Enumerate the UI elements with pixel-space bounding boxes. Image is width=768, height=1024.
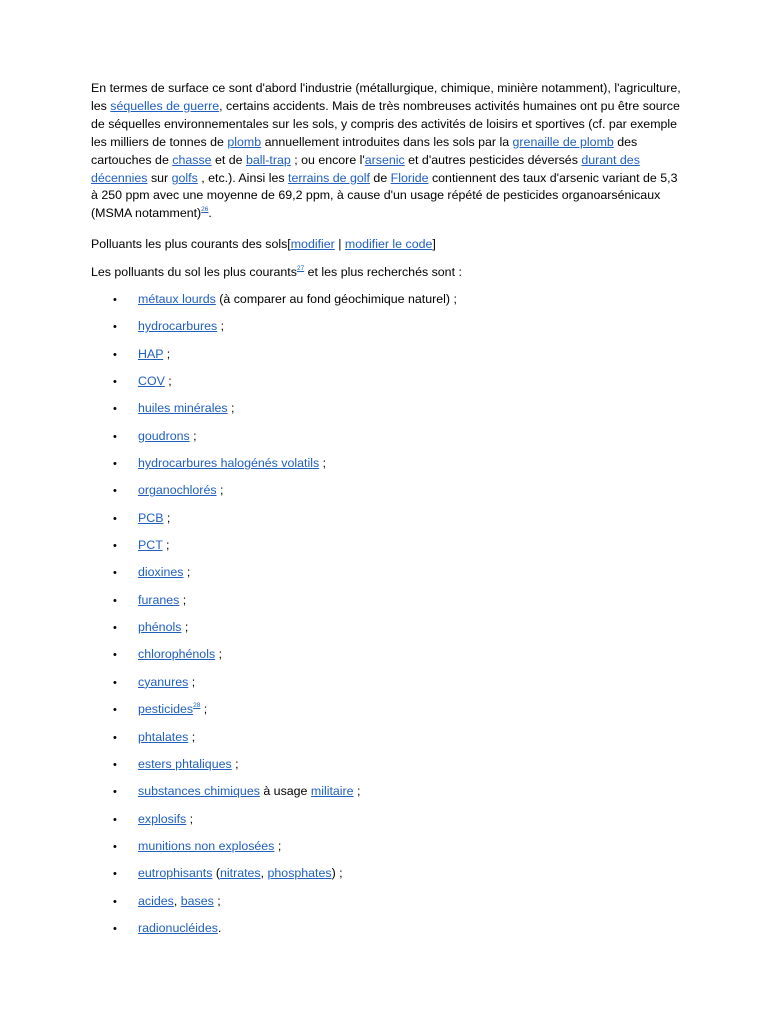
bullet-icon: • xyxy=(113,594,117,607)
text-run: et de xyxy=(211,152,246,167)
list-intro xyxy=(91,264,462,281)
link-acides[interactable]: acides xyxy=(138,893,174,908)
bullet-icon: • xyxy=(113,786,117,799)
bullet-icon: • xyxy=(113,676,117,689)
list-item xyxy=(91,919,457,946)
bullet-icon: • xyxy=(113,294,117,306)
citation-ref[interactable]: 28 xyxy=(193,702,201,710)
list-item xyxy=(91,563,457,590)
text-run: , xyxy=(260,866,268,881)
text-run: ; xyxy=(217,319,225,334)
text-run: Les polluants du sol les plus courants xyxy=(91,265,297,279)
text-run: et les plus recherchés sont : xyxy=(304,265,462,279)
text-run: de xyxy=(369,170,391,185)
list-item xyxy=(91,755,457,782)
text-run: et d'autres pesticides déversés xyxy=(404,152,582,167)
link-plomb[interactable]: plomb xyxy=(227,134,262,149)
link-explosifs[interactable]: explosifs xyxy=(138,811,187,826)
link-pct[interactable]: PCT xyxy=(138,538,163,553)
text-run: , xyxy=(173,893,181,908)
link-goudrons[interactable]: goudrons xyxy=(138,428,190,443)
text-run: | xyxy=(334,237,345,251)
link-phenols[interactable]: phénols xyxy=(138,620,182,635)
link-metaux-lourds[interactable]: métaux lourds xyxy=(138,292,216,306)
text-run: ; xyxy=(353,784,361,799)
link-nitrates[interactable]: nitrates xyxy=(219,866,261,881)
list-item xyxy=(91,618,457,645)
bullet-icon: • xyxy=(113,348,117,361)
bullet-icon: • xyxy=(113,403,117,416)
link-organochlores[interactable]: organochlorés xyxy=(138,483,217,498)
text-run: ; xyxy=(179,592,187,607)
list-item xyxy=(91,372,457,399)
bullet-icon: • xyxy=(113,376,117,389)
text-run: . xyxy=(217,920,222,935)
text-run: En termes de surface ce sont d'abord l'industrie (métallurgique, chimique, minière notamment), l'agriculture, les xyxy=(91,81,681,113)
text-run: ; xyxy=(183,565,191,580)
link-dioxines[interactable]: dioxines xyxy=(138,565,184,580)
bullet-icon: • xyxy=(113,922,117,935)
text-run: ; xyxy=(188,674,196,689)
list-item xyxy=(91,782,457,809)
list-item xyxy=(91,509,457,536)
link-chasse[interactable]: chasse xyxy=(172,152,212,167)
text-run: ; xyxy=(200,702,208,717)
text-run: ; xyxy=(215,647,223,662)
link-hydrocarbures[interactable]: hydrocarbures xyxy=(138,319,218,334)
link-cyanures[interactable]: cyanures xyxy=(138,674,189,689)
list-item xyxy=(91,700,457,727)
bullet-icon: • xyxy=(113,813,117,826)
pollutants-list xyxy=(91,290,457,946)
bullet-icon: • xyxy=(113,868,117,881)
text-run: ; xyxy=(186,811,194,826)
link-furanes[interactable]: furanes xyxy=(138,592,180,607)
link-grenaille-de-plomb[interactable]: grenaille de plomb xyxy=(512,134,614,149)
text-run: ) ; xyxy=(331,866,343,881)
text-run: ; xyxy=(216,483,224,498)
text-run: ; xyxy=(319,456,327,471)
section-heading xyxy=(91,236,436,253)
list-item xyxy=(91,810,457,837)
list-item xyxy=(91,454,457,481)
link-sequelles-de-guerre[interactable]: séquelles de guerre xyxy=(110,98,220,113)
link-hap[interactable]: HAP xyxy=(138,346,164,361)
link-durant-des-decennies[interactable]: durant des décennies xyxy=(91,152,640,185)
article-body xyxy=(91,80,681,223)
list-item xyxy=(91,536,457,563)
text-run: ; xyxy=(163,510,171,525)
text-run: contiennent des taux d'arsenic variant de 5,3 à 250 ppm avec une moyenne de 69,2 ppm, à cause d'un usage répété de pesticides organoarsénicaux (MSMA notamment) xyxy=(91,170,678,221)
link-phtalates[interactable]: phtalates xyxy=(138,729,189,744)
text-run: ; xyxy=(189,428,197,443)
bullet-icon: • xyxy=(113,512,117,525)
text-run: ] xyxy=(432,237,436,251)
bullet-icon: • xyxy=(113,840,117,853)
list-item xyxy=(91,673,457,700)
text-run: annuellement introduites dans les sols par la xyxy=(261,134,513,149)
list-item xyxy=(91,481,457,508)
list-item xyxy=(91,399,457,426)
link-pcb[interactable]: PCB xyxy=(138,510,164,525)
bullet-icon: • xyxy=(113,321,117,334)
link-terrains-de-golf[interactable]: terrains de golf xyxy=(288,170,370,185)
link-pesticides[interactable]: pesticides xyxy=(138,702,194,717)
bullet-icon: • xyxy=(113,540,117,553)
link-substances-chimiques[interactable]: substances chimiques xyxy=(138,784,260,799)
bullet-icon: • xyxy=(113,622,117,635)
bullet-icon: • xyxy=(113,758,117,771)
text-run: ; xyxy=(274,838,282,853)
text-run: ; xyxy=(213,893,221,908)
citation-ref[interactable]: 26 xyxy=(201,206,209,214)
list-item xyxy=(91,837,457,864)
list-item xyxy=(91,864,457,891)
link-munitions-non-explosees[interactable]: munitions non explosées xyxy=(138,838,275,853)
link-chlorophenols[interactable]: chlorophénols xyxy=(138,647,216,662)
link-bases[interactable]: bases xyxy=(180,893,214,908)
list-item xyxy=(91,427,457,454)
list-item xyxy=(91,317,457,344)
link-esters-phtaliques[interactable]: esters phtaliques xyxy=(138,756,232,771)
text-run: sur xyxy=(147,170,172,185)
text-run: ; xyxy=(163,346,171,361)
text-run: Polluants les plus courants des sols[ xyxy=(91,237,291,251)
bullet-icon: • xyxy=(113,731,117,744)
text-run: ; xyxy=(181,620,189,635)
list-item xyxy=(91,345,457,372)
link-modifier-le-code[interactable]: modifier le code xyxy=(344,237,433,251)
link-phosphates[interactable]: phosphates xyxy=(267,866,332,881)
link-militaire[interactable]: militaire xyxy=(310,784,354,799)
bullet-icon: • xyxy=(113,485,117,498)
text-run: ; xyxy=(164,374,172,389)
text-run: . xyxy=(208,206,212,221)
text-run: (à comparer au fond géochimique naturel) ; xyxy=(215,292,457,306)
text-run: ; xyxy=(231,756,239,771)
list-item xyxy=(91,290,457,317)
link-modifier[interactable]: modifier xyxy=(290,237,335,251)
text-run: , etc.). Ainsi les xyxy=(197,170,289,185)
text-run: ; ou encore l' xyxy=(290,152,365,167)
text-run: ; xyxy=(227,401,235,416)
link-golfs[interactable]: golfs xyxy=(171,170,198,185)
link-cov[interactable]: COV xyxy=(138,374,165,389)
intro-paragraph xyxy=(91,80,681,223)
text-run: des cartouches de xyxy=(91,134,638,167)
link-radionucleides[interactable]: radionucléides xyxy=(138,920,218,935)
link-arsenic[interactable]: arsenic xyxy=(364,152,405,167)
list-item xyxy=(91,892,457,919)
text-run: , certains accidents. Mais de très nombreuses activités humaines ont pu être source de séquelles environnementales sur les sols, y compris des activités de loisirs et sportives (cf. par exemple les milliers de tonnes de xyxy=(91,98,680,149)
citation-ref[interactable]: 27 xyxy=(296,265,305,272)
text-run: à usage xyxy=(259,784,311,799)
link-eutrophisants[interactable]: eutrophisants xyxy=(138,866,213,881)
bullet-icon: • xyxy=(113,567,117,580)
bullet-icon: • xyxy=(113,649,117,662)
text-run: ( xyxy=(212,866,220,881)
text-run: ; xyxy=(162,538,170,553)
bullet-icon: • xyxy=(113,430,117,443)
link-hydrocarbures-halogenes-volatils[interactable]: hydrocarbures halogénés volatils xyxy=(138,456,320,471)
link-ball-trap[interactable]: ball-trap xyxy=(246,152,291,167)
list-item xyxy=(91,645,457,672)
bullet-icon: • xyxy=(113,895,117,908)
list-item xyxy=(91,591,457,618)
text-run: ; xyxy=(188,729,196,744)
link-huiles-minerales[interactable]: huiles minérales xyxy=(138,401,228,416)
bullet-icon: • xyxy=(113,704,117,717)
link-floride[interactable]: Floride xyxy=(390,170,429,185)
bullet-icon: • xyxy=(113,458,117,471)
list-item xyxy=(91,728,457,755)
